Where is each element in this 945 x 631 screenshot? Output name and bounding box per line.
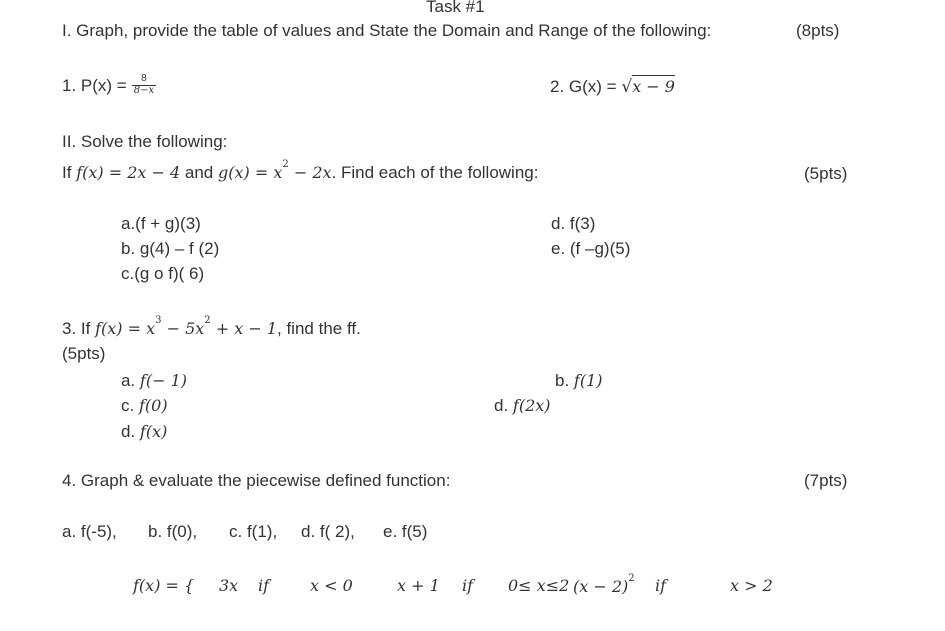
part2-heading: II. Solve the following: <box>62 132 228 151</box>
piece2-expr: x + 1 <box>397 576 440 595</box>
part3-suffix: , find the ff. <box>277 319 361 338</box>
part3-exp2: 2 <box>204 315 211 326</box>
item1-prefix: 1. P(x) = <box>62 75 127 95</box>
part3-item-a <box>121 372 187 389</box>
part3-exp3: 3 <box>155 315 162 326</box>
piece3-expr: (x − 2) <box>573 577 629 596</box>
and-word: and <box>184 163 214 182</box>
part3-item-d-2x <box>494 397 551 414</box>
item-label: b. <box>555 371 570 390</box>
if-word: If <box>62 163 72 182</box>
item-label: a. <box>121 371 136 390</box>
item-expr: f(2x) <box>512 396 551 415</box>
item-expr: f(x) <box>139 422 168 441</box>
piece3-cond: x > 2 <box>730 576 773 595</box>
item-expr: f(− 1) <box>139 371 187 390</box>
part3-points: (5pts) <box>62 344 106 363</box>
piece3-if: if <box>655 576 667 595</box>
task-title: Task #1 <box>426 0 485 16</box>
item2-prefix: 2. G(x) = <box>550 77 617 96</box>
piece2-cond: 0≤ x≤2 <box>508 576 570 595</box>
part4-points: (7pts) <box>804 471 848 490</box>
part3-prefix: 3. If <box>62 319 91 338</box>
part2-item-a: a.(f + g)(3) <box>121 214 201 233</box>
piece3-exp: 2 <box>628 573 635 584</box>
sqrt-icon: √ <box>621 77 633 97</box>
part3-f-c: + x − 1 <box>210 319 278 338</box>
part2-item-b: b. g(4) – f (2) <box>121 239 220 258</box>
part4-heading: 4. Graph & evaluate the piecewise defined function: <box>62 471 451 490</box>
part2-item-e: e. (f –g)(5) <box>551 239 631 258</box>
part4-eval-c: c. f(1), <box>229 522 278 541</box>
part2-points: (5pts) <box>804 164 848 183</box>
item2-radicand: x − 9 <box>632 77 675 96</box>
part3-item-b <box>555 372 603 389</box>
part4-eval-e: e. f(5) <box>383 522 428 541</box>
piecewise-lead: f(x) = { <box>133 576 195 595</box>
part3-f-b: − 5x <box>161 319 205 338</box>
piece1-if: if <box>258 576 270 595</box>
part1-item2 <box>550 78 675 96</box>
item-label: d. <box>494 396 509 415</box>
part2-item-c: c.(g o f)( 6) <box>121 264 205 283</box>
part1-heading: I. Graph, provide the table of values and State the Domain and Range of the following: <box>62 21 712 40</box>
item-label: c. <box>121 396 135 415</box>
item-label: d. <box>121 422 136 441</box>
part3-definition <box>62 315 361 338</box>
part2-definition <box>62 159 539 182</box>
part3-f-a: f(x) = x <box>95 319 156 338</box>
g-exponent: 2 <box>282 159 289 170</box>
piece2-if: if <box>462 576 474 595</box>
item1-fraction <box>132 74 156 96</box>
f-definition: f(x) = 2x − 4 <box>76 163 181 182</box>
part4-eval-d: d. f( 2), <box>301 522 355 541</box>
part1-item1 <box>62 74 156 96</box>
part4-eval-b: b. f(0), <box>148 522 198 541</box>
piece1-expr: 3x <box>219 576 239 595</box>
item1-numerator: 8 <box>132 74 156 86</box>
part2-item-d: d. f(3) <box>551 214 596 233</box>
item-expr: f(0) <box>138 396 168 415</box>
g-definition-b: − 2x <box>288 163 332 182</box>
part3-item-c <box>121 397 168 414</box>
item1-denominator: 8−x <box>133 84 155 96</box>
item-expr: f(1) <box>573 371 603 390</box>
part3-item-d-x <box>121 423 167 440</box>
find-text: . Find each of the following: <box>331 163 539 182</box>
part1-points: (8pts) <box>796 21 840 40</box>
piece1-cond: x < 0 <box>310 576 353 595</box>
g-definition-a: g(x) = x <box>218 163 283 182</box>
piece3 <box>573 573 635 596</box>
part4-eval-a: a. f(-5), <box>62 522 117 541</box>
